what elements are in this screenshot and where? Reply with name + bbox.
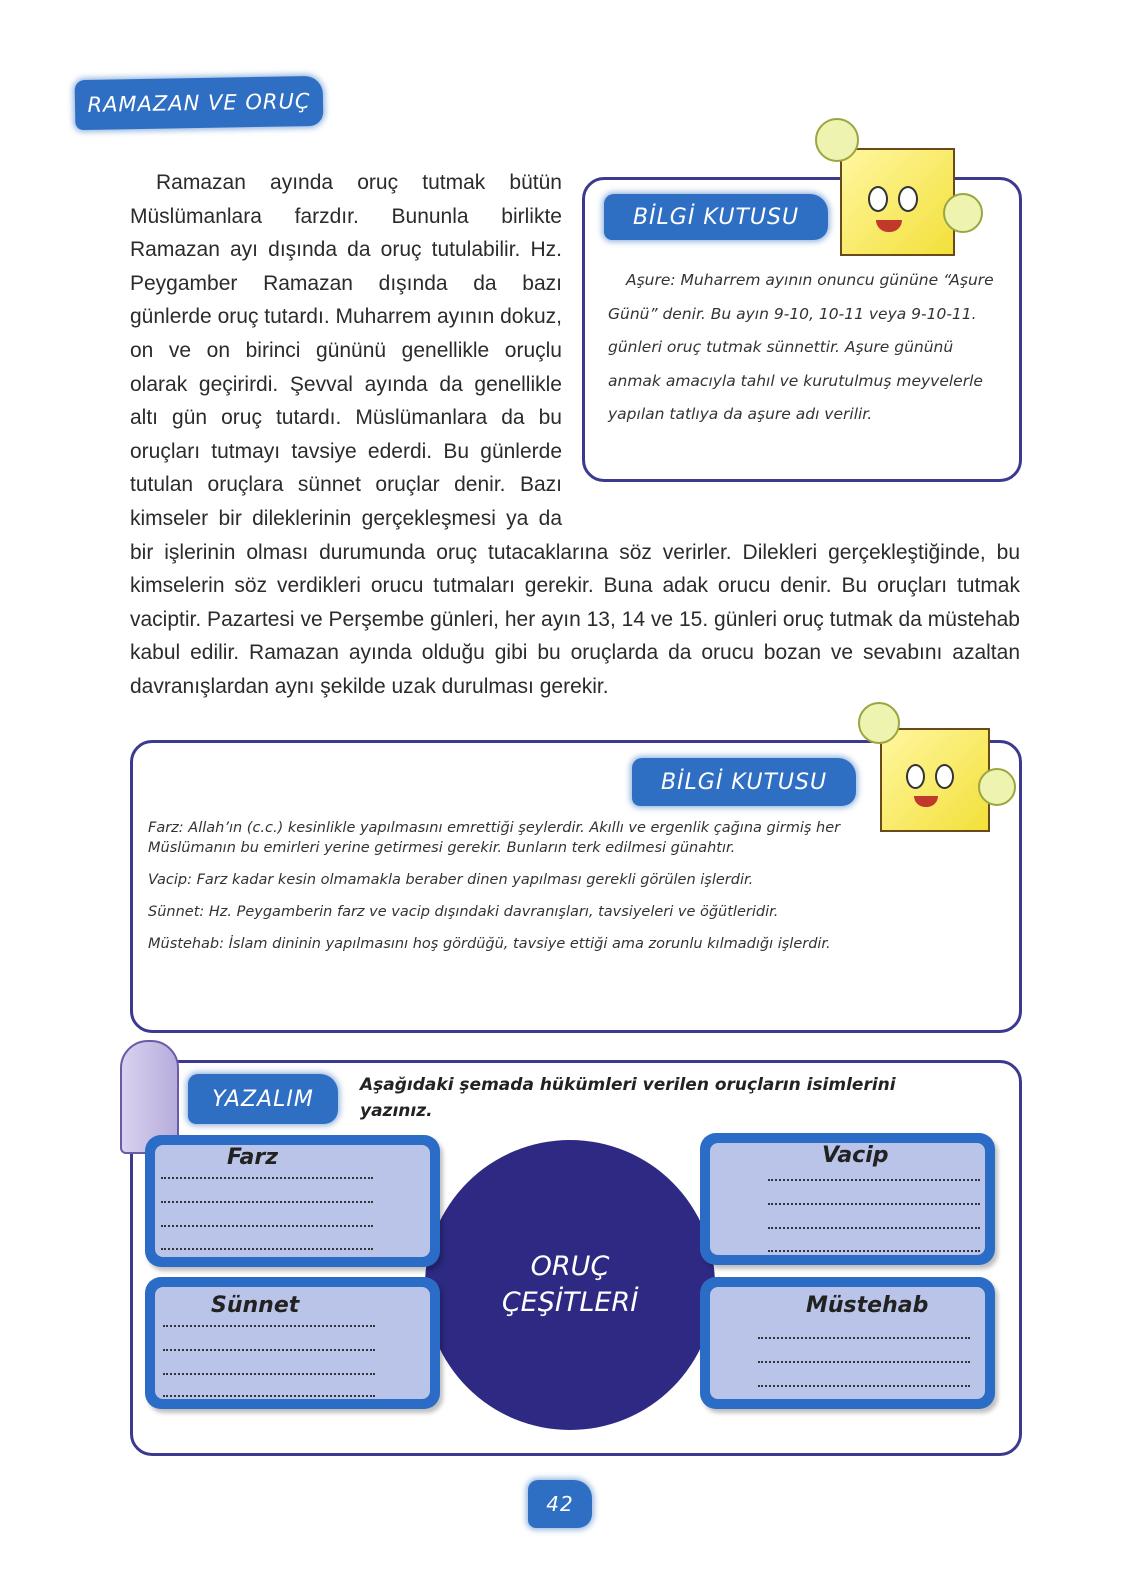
page-number-badge (528, 1480, 592, 1528)
answer-line[interactable] (768, 1227, 980, 1229)
info-box-title-pill (604, 194, 828, 240)
activity-title: YAZALIM (212, 1086, 314, 1112)
answer-line[interactable] (161, 1201, 373, 1203)
card-label: Müstehab (806, 1293, 929, 1318)
box-mascot-icon (840, 148, 955, 256)
activity-instruction: Aşağıdaki şemada hükümleri verilen oruçların isimlerini yazınız. (360, 1075, 896, 1121)
card-label: Farz (227, 1145, 279, 1170)
card-farz (145, 1135, 440, 1267)
answer-line[interactable] (163, 1325, 375, 1327)
main-paragraph-text: Ramazan ayında oruç tutmak bütün Müslümanlara farzdır. Bununla birlikte Ramazan ayı dışında da oruç tutulabilir. Hz. Peygamber Ramazan dışında da bazı günlerde oruç tutardı. Muharrem ayının dokuz, on ve on birinci gününü genellikle oruçlu olarak geçirirdi. Şevval ayında da genellikle altı gün oruç tutardı. Müslümanlara da bu oruçları tutmayı tavsiye ederdi. Bu günlerde tutulan oruçlara sünnet oruçlar denir. Bazı kimseler bir dileklerinin gerçekleşmesi ya da bir işlerinin olması durumunda oruç tutacaklarına söz verirler. Dilekleri gerçekleştiğinde, bu kimselerin söz verdikleri orucu tutmaları gerekir. Buna adak orucu denir. Bu oruçları tutmak vaciptir. Pazartesi ve Perşembe günleri, her ayın 13, 14 ve 15. günleri oruç tutmak da müstehab kabul edilir. Ramazan ayında olduğu gibi bu oruçlarda da orucu bozan ve sevabını azaltan davranışlardan aynı şekilde uzak durulması gerekir. (130, 171, 1020, 698)
answer-line[interactable] (758, 1361, 970, 1363)
info-box-ashura-text (608, 264, 998, 432)
card-vacip (700, 1133, 995, 1265)
definition-farz: Farz: Allah’ın (c.c.) kesinlikle yapılmasını emrettiği şeylerdir. Akıllı ve ergenlik çağına girmiş her Müslümanın bu emirleri yerine getirmesi gerekir. Bunların terk edilmesi günahtır. (148, 820, 841, 856)
definition-vacip: Vacip: Farz kadar kesin olmamakla beraber dinen yapılması gerekli görülen işlerdir. (148, 872, 754, 888)
activity-title-pill (188, 1074, 338, 1124)
definition-mustehab: Müstehab: İslam dininin yapılmasını hoş gördüğü, tavsiye ettiği ama zorunlu kılmadığı işlerdir. (148, 936, 831, 952)
card-sunnet (145, 1277, 440, 1409)
answer-line[interactable] (161, 1225, 373, 1227)
answer-line[interactable] (163, 1349, 375, 1351)
answer-line[interactable] (758, 1385, 970, 1387)
info-box-title-pill (632, 758, 856, 806)
definitions-list (148, 818, 968, 966)
section-title: RAMAZAN VE ORUÇ (87, 89, 311, 117)
answer-line[interactable] (161, 1248, 373, 1250)
answer-line[interactable] (758, 1337, 970, 1339)
card-label: Vacip (822, 1143, 889, 1168)
answer-line[interactable] (163, 1373, 375, 1375)
page-number: 42 (546, 1492, 574, 1516)
card-label: Sünnet (211, 1293, 300, 1318)
card-mustehab (700, 1277, 995, 1409)
definition-sunnet: Sünnet: Hz. Peygamberin farz ve vacip dışındaki davranışları, tavsiyeleri ve öğütleridir. (148, 904, 779, 920)
answer-line[interactable] (768, 1203, 980, 1205)
answer-line[interactable] (163, 1395, 375, 1397)
center-circle (425, 1140, 715, 1430)
section-title-banner (75, 76, 324, 130)
info-box-title: BİLGİ KUTUSU (632, 204, 800, 230)
answer-line[interactable] (768, 1250, 980, 1252)
center-label: ORUÇ ÇEŞİTLERİ (501, 1251, 639, 1318)
ashura-definition: Aşure: Muharrem ayının onuncu gününe “Aşure Günü” denir. Bu ayın 9-10, 10-11 veya 9-10-11. günleri oruç tutmak sünnettir. Aşure gününü anmak amacıyla tahıl ve kurutulmuş meyvelerle yapılan tatlıya da aşure adı verilir. (608, 271, 994, 423)
answer-line[interactable] (768, 1179, 980, 1181)
answer-line[interactable] (161, 1177, 373, 1179)
info-box-title: BİLGİ KUTUSU (660, 769, 828, 795)
box-mascot-icon (880, 728, 990, 832)
